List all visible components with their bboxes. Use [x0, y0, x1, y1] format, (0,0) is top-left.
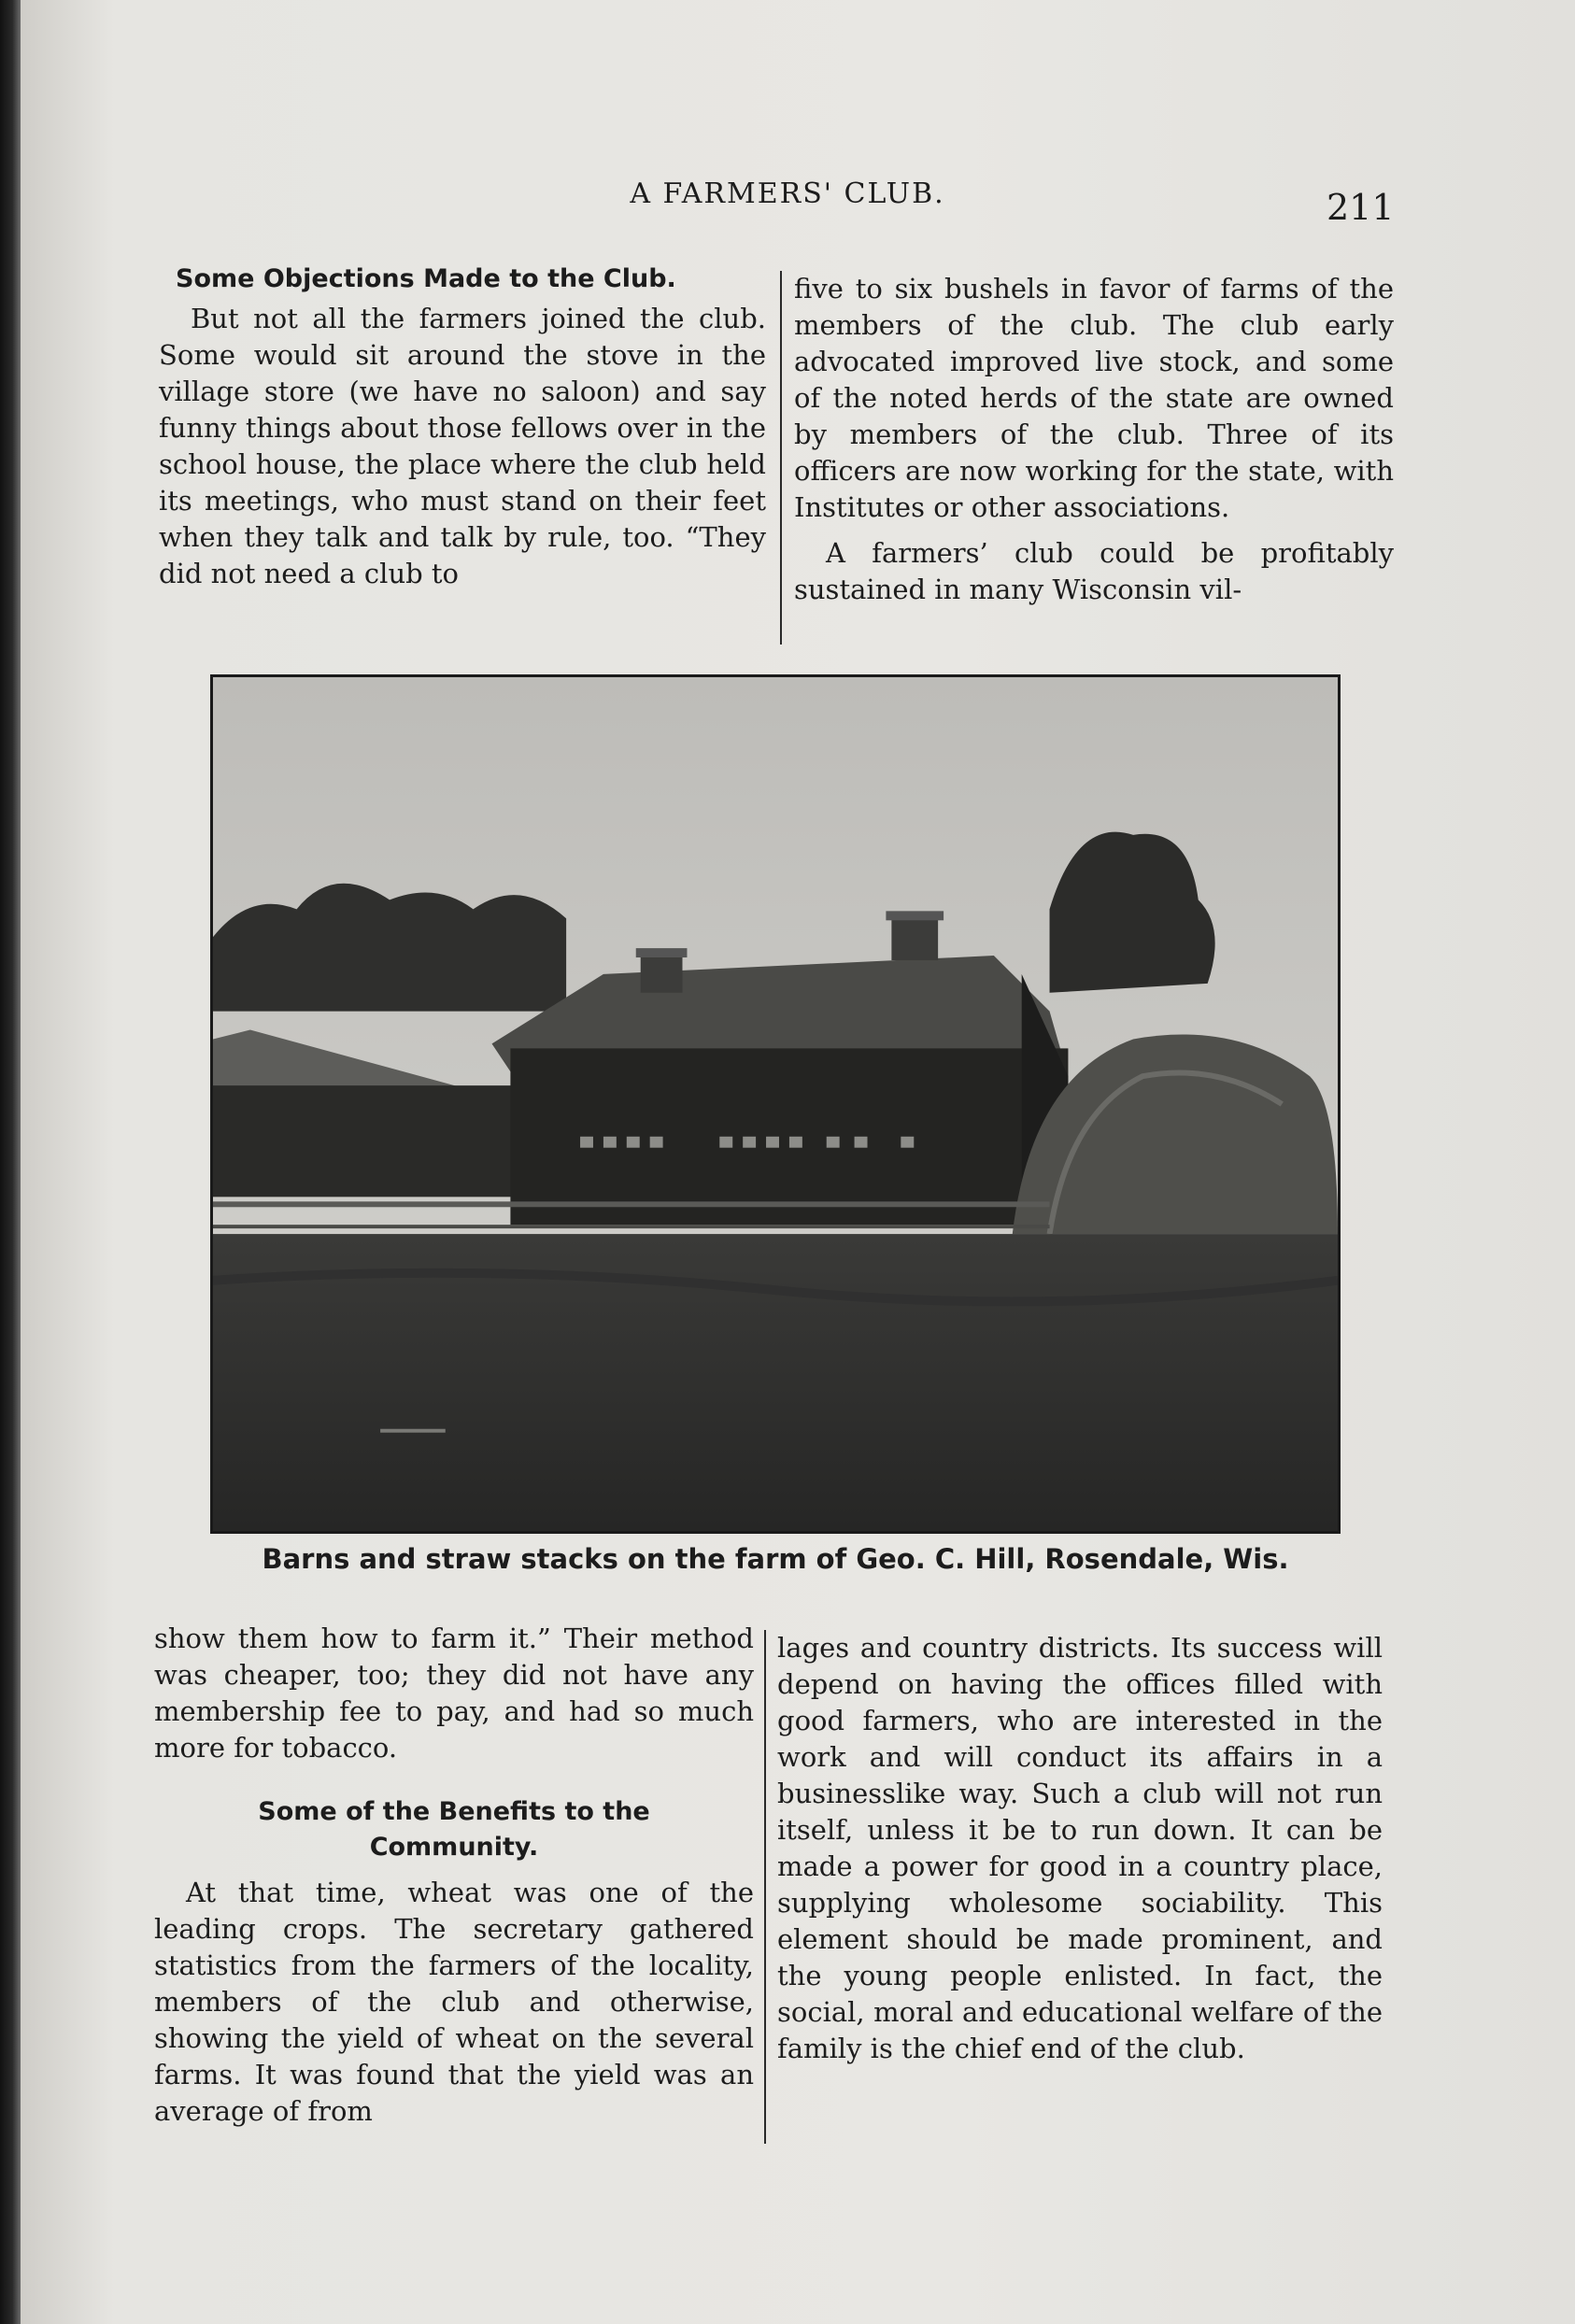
paragraph-profitable-club: A farmers’ club could be profitably sustained in many Wisconsin vil-: [794, 537, 1394, 605]
column-rule-bottom: [764, 1630, 766, 2144]
section-heading-objections: Some Objections Made to the Club.: [176, 264, 676, 293]
bottom-left-column: [154, 1621, 754, 2130]
paragraph-club-success: lages and country districts. Its success will depend on having the offices filled with good farmers, who are interested in the work and will conduct its affairs in a businesslike way. Such a club will not run itself, unless it be to run down. It can be made a power for good in a country place, supplying wholesome sociability. This element should be made prominent, and the young people enlisted. In fact, the social, moral and educational welfare of the family is the chief end of the club.: [777, 1632, 1383, 2064]
paragraph-cheaper-method: show them how to farm it.” Their method was cheaper, too; they did not have any membership fee to pay, and had so much more for tobacco.: [154, 1623, 754, 1764]
column-rule-top: [780, 271, 782, 645]
book-spine-shadow: [0, 0, 21, 2324]
photo-caption: Barns and straw stacks on the farm of Geo. C. Hill, Rosendale, Wis.: [262, 1543, 1289, 1575]
top-right-column: [794, 271, 1394, 608]
page-number: 211: [1327, 187, 1395, 228]
bottom-right-column: [777, 1630, 1383, 2067]
top-left-column: [159, 262, 766, 592]
paragraph-wheat-statistics: At that time, wheat was one of the leading crops. The secretary gathered statistics from the farmers of the locality, members of the club and otherwise, showing the yield of wheat on the several farms. It was found that the yield was an average of from: [154, 1877, 754, 2127]
farm-barns-photo: [210, 674, 1341, 1534]
paragraph-objections: But not all the farmers joined the club. Some would sit around the stove in the village store (we have no saloon) and say funny things about those fellows over in the school house, the place where the club held its meetings, who must stand on their feet when they talk and talk by rule, too. “They did not need a club to: [159, 303, 766, 589]
paragraph-yield-results: five to six bushels in favor of farms of the members of the club. The club early advocated improved live stock, and some of the noted herds of the state are owned by members of the club. Three of its officers are now working for the state, with Institutes or other associations.: [794, 273, 1394, 523]
section-heading-benefits: Some of the Benefits to the Community.: [258, 1797, 650, 1862]
running-head: A FARMERS' CLUB.: [630, 177, 945, 210]
